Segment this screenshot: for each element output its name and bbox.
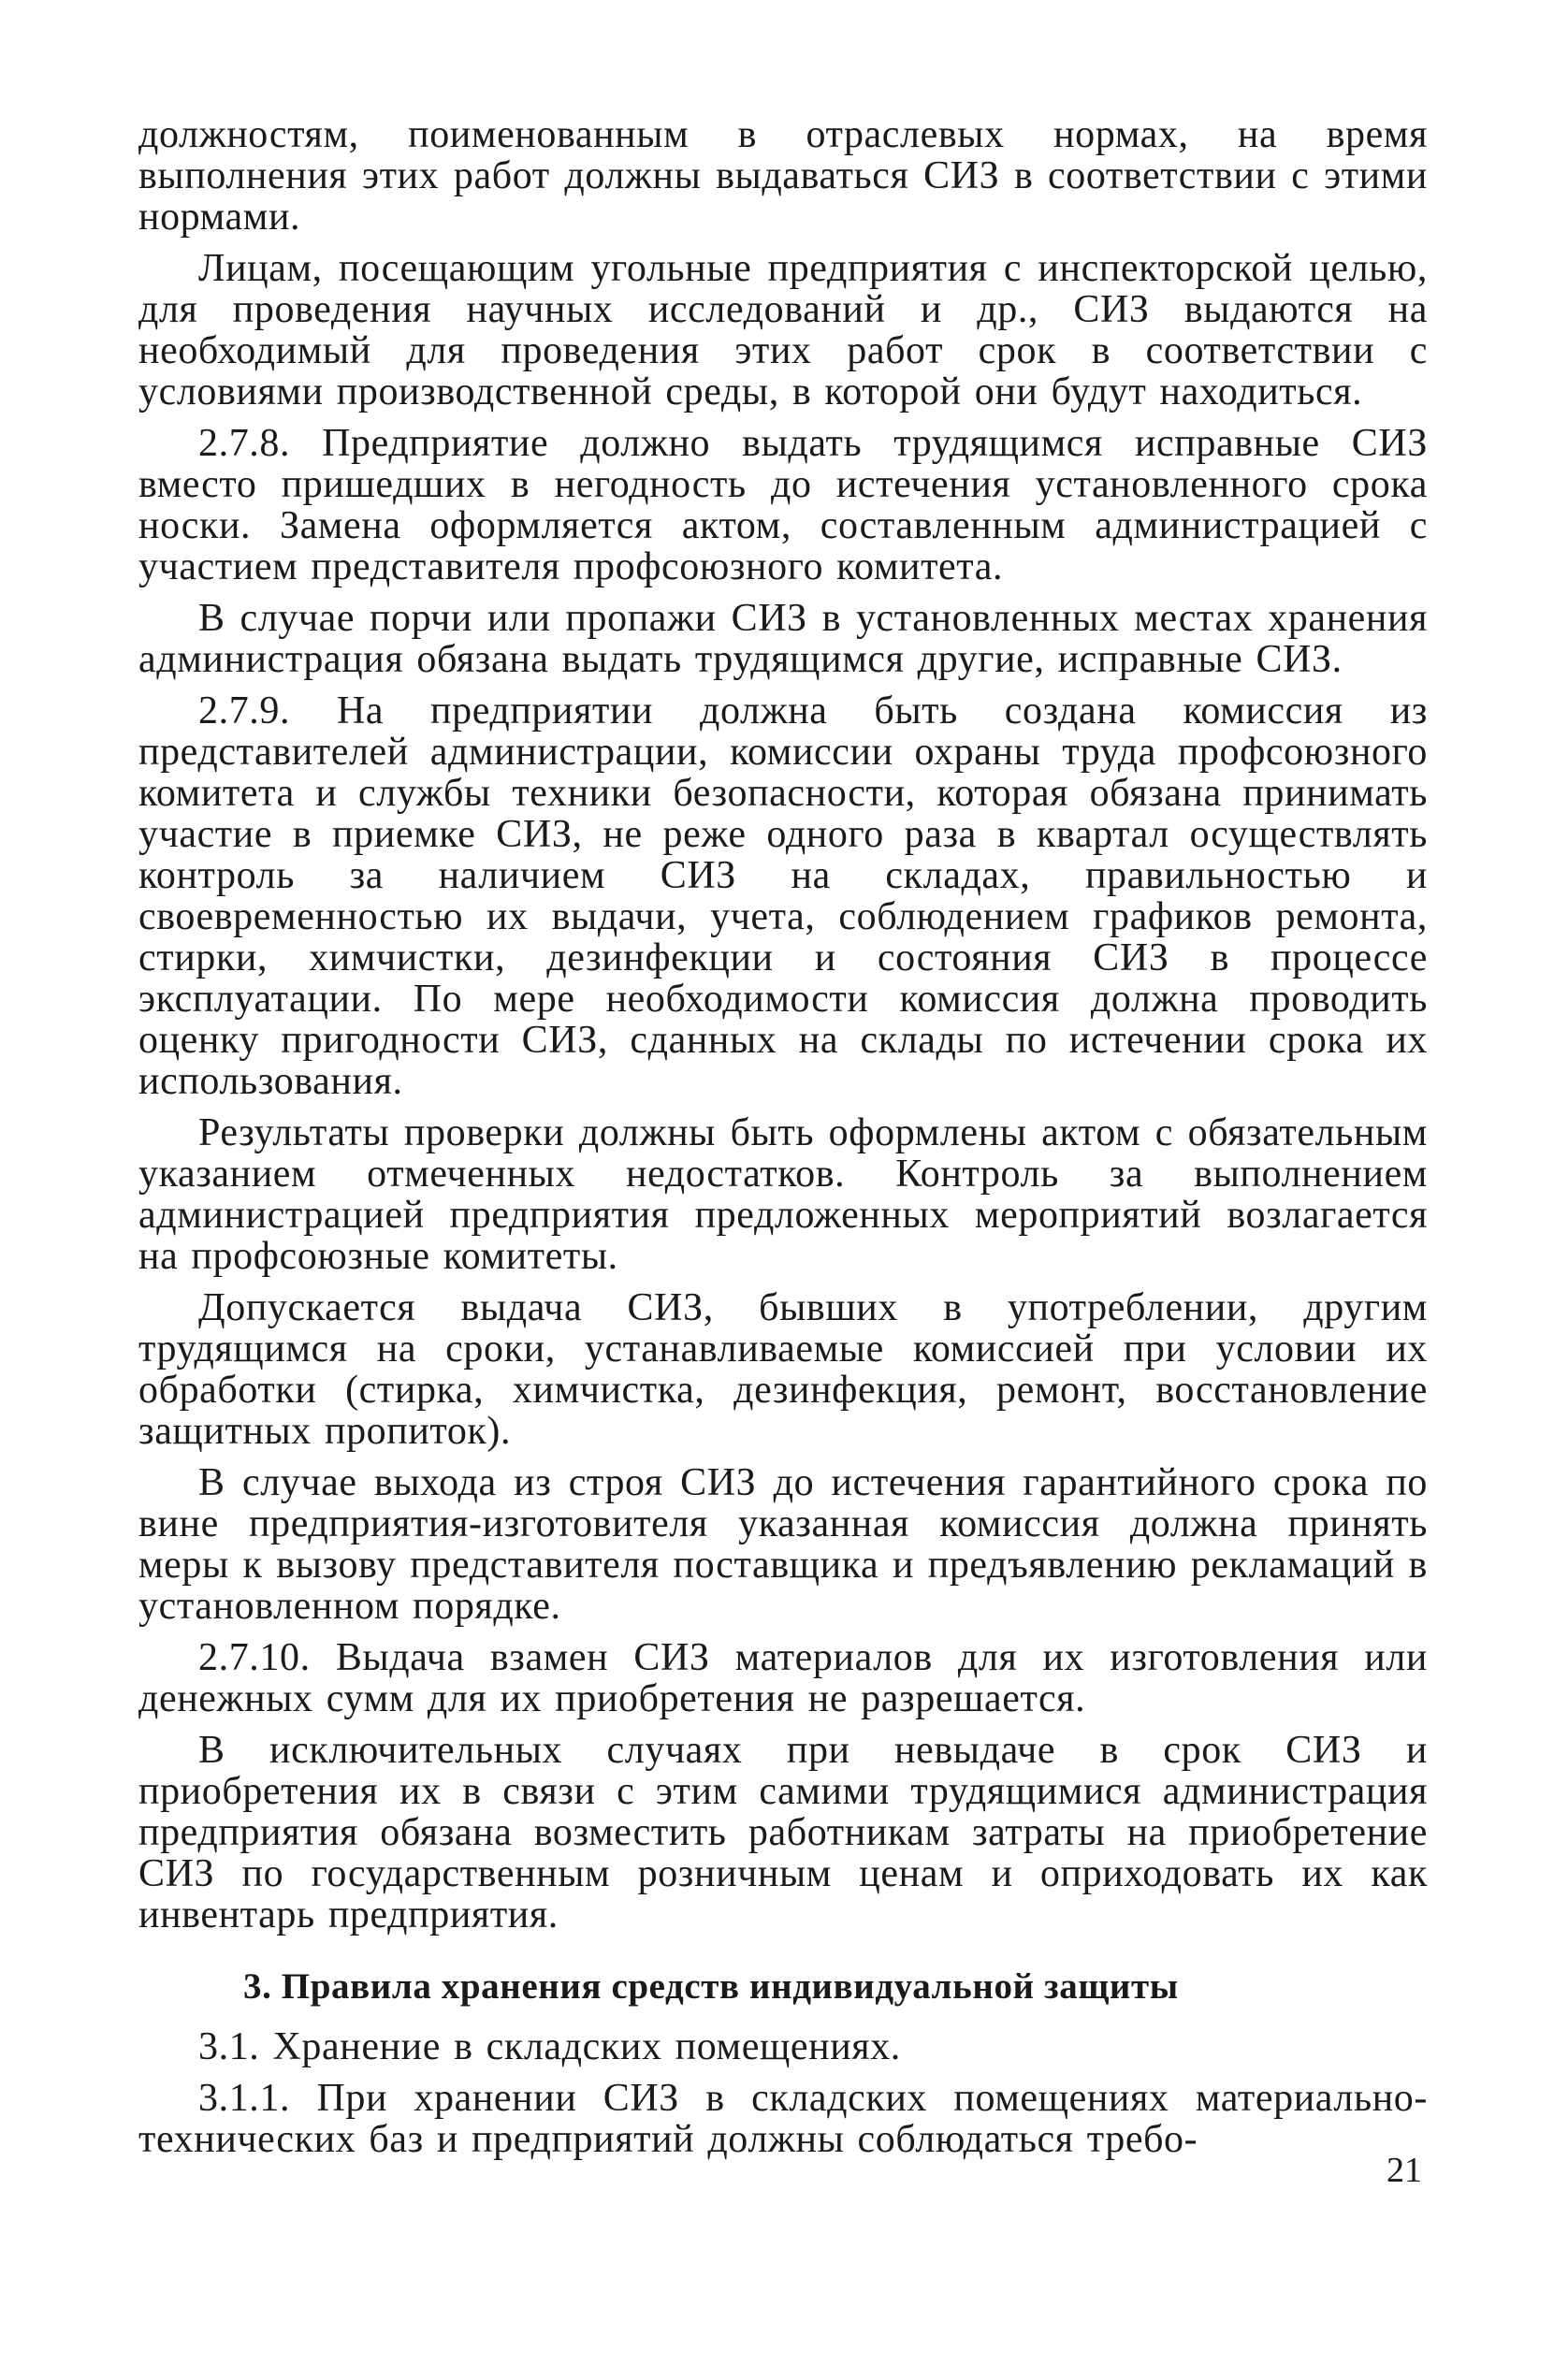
paragraph-2-7-10: 2.7.10. Выдача взамен СИЗ материалов для их изготовления или денежных сумм для их приобретения не разрешается. [138, 1636, 1428, 1720]
paragraph-reissue: Допускается выдача СИЗ, бывших в употреблении, другим трудящимся на сроки, устанавливаемые комиссией при условии их обработки (стирка, химчистка, дезинфекция, ремонт, восстановление защитных пропиток). [138, 1286, 1428, 1453]
section-heading: 3. Правила хранения средств индивидуальной защиты [243, 1966, 1179, 2007]
paragraph-warranty: В случае выхода из строя СИЗ до истечения гарантийного срока по вине предприятия-изготовителя указанная комиссия должна принять меры к вызову представителя поставщика и предъявлению рекламаций в установленном порядке. [138, 1461, 1428, 1628]
paragraph-2-7-9: 2.7.9. На предприятии должна быть создана комиссия из представителей администрации, комиссии охраны труда профсоюзного комитета и службы техники безопасности, которая обязана принимать участие в приемке СИЗ, не реже одного раза в квартал осуществлять контроль за наличием СИЗ на складах, правильностью и своевременностью их выдачи, учета, соблюдением графиков ремонта, стирки, химчистки, дезинфекции и состояния СИЗ в процессе эксплуатации. По мере необходимости комиссия должна проводить оценку пригодности СИЗ, сданных на склады по истечении срока их использования. [138, 689, 1428, 1103]
paragraph-inspection-results: Результаты проверки должны быть оформлены актом с обязательным указанием отмеченных недостатков. Контроль за выполнением администрацией предприятия предложенных мероприятий возлагается на профсоюзные комитеты. [138, 1111, 1428, 1278]
paragraph-continuation: должностям, поименованным в отраслевых нормах, на время выполнения этих работ должны выдаваться СИЗ в соответствии с этими нормами. [138, 113, 1428, 239]
paragraph-inspectors: Лицам, посещающим угольные предприятия с инспекторской целью, для проведения научных исследований и др., СИЗ выдаются на необходимый для проведения этих работ срок в соответствии с условиями производственной среды, в которой они будут находиться. [138, 247, 1428, 413]
paragraph-damage-loss: В случае порчи или пропажи СИЗ в установленных местах хранения администрация обязана выдать трудящимся другие, исправные СИЗ. [138, 597, 1428, 681]
paragraph-2-7-8: 2.7.8. Предприятие должно выдать трудящимся исправные СИЗ вместо пришедших в негодность до истечения установленного срока носки. Замена оформляется актом, составленным администрацией с участием представителя профсоюзного комитета. [138, 422, 1428, 588]
paragraph-3-1-1: 3.1.1. При хранении СИЗ в складских помещениях материально-технических баз и предприятий должны соблюдаться требо- [138, 2077, 1428, 2161]
paragraph-3-1: 3.1. Хранение в складских помещениях. [198, 2025, 901, 2068]
page-number: 21 [1387, 2151, 1422, 2190]
page-body [138, 114, 1428, 2160]
paragraph-exceptional-cases: В исключительных случаях при невыдаче в срок СИЗ и приобретения их в связи с этим самими трудящимися администрация предприятия обязана возместить работникам затраты на приобретение СИЗ по государственным розничным ценам и оприходовать их как инвентарь предприятия. [138, 1729, 1428, 1936]
